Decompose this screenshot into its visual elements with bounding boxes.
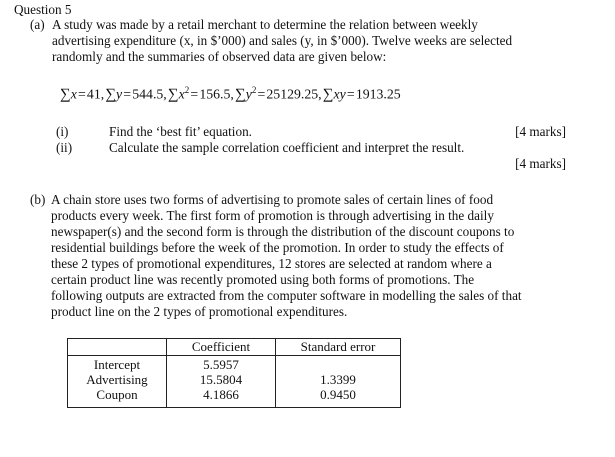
part-b-line-5: these 2 types of promotional expenditures, 12 stores are selected at random where a [51,256,492,271]
row-label-coupon: Coupon [96,387,138,402]
coef-coupon: 4.1866 [203,387,239,402]
part-b-line-8: product line on the 2 types of promotional expenditures. [51,304,348,319]
question-title: Question 5 [14,2,72,17]
item-ii-marks: [4 marks] [515,156,566,171]
coef-advertising: 15.5804 [199,372,243,387]
se-advertising: 1.3399 [320,372,356,387]
table-header-row [68,339,401,356]
sum-y2-value: 25129.25 [266,86,319,102]
header-coefficient: Coefficient [167,339,276,356]
part-b-line-4: residential buildings before the week of the promotion. In order to study the effects of [51,240,504,255]
regression-output-table [67,338,401,408]
sum-y-value: 544.5 [132,86,164,102]
part-a-line-3: randomly and the summaries of observed data are given below: [52,49,387,64]
sum-x2-value: 156.5 [199,86,231,102]
item-ii-text: Calculate the sample correlation coefficient and interpret the result. [109,140,465,155]
part-b-line-1: A chain store uses two forms of advertising to promote sales of certain lines of food [51,192,494,207]
part-b-line-7: following outputs are extracted from the computer software in modelling the sales of that [51,288,522,303]
sum-xy-value: 1913.25 [355,86,401,102]
part-b-line-6: certain product line was recently promoted using both forms of promotions. The [51,272,475,287]
header-standard-error: Standard error [276,339,401,356]
row-labels-cell [68,356,167,408]
part-a-line-2: advertising expenditure (x, in $’000) and sales (y, in $’000). Twelve weeks are selected [52,33,513,48]
part-a-label: (a) [30,17,45,32]
part-b-label: (b) [30,192,46,207]
table-body-row [68,356,401,408]
coefficient-cell [167,356,276,408]
item-i-text: Find the ‘best fit’ equation. [109,124,252,139]
row-label-advertising: Advertising [86,372,148,387]
item-i-marks: [4 marks] [515,124,566,139]
item-i-number: (i) [56,124,69,139]
part-b-line-2: products every week. The first form of promotion is through advertising in the daily [51,208,494,223]
summary-formula: ∑x = 41, ∑y = 544.5, $\sum x^2$ = 156.5, $\sum y^2$ = 25129.25, ∑xy = 1913.25 [60,85,401,103]
se-intercept [276,357,400,372]
header-blank-cell [68,339,167,356]
se-coupon: 0.9450 [320,387,356,402]
row-label-intercept: Intercept [93,357,141,372]
sum-x-value: 41 [86,86,101,102]
coef-intercept: 5.5957 [203,357,239,372]
part-b-line-3: newspaper(s) and the second form is through the distribution of the discount coupons to [51,224,515,239]
standard-error-cell [276,356,401,408]
item-ii-number: (ii) [56,140,73,155]
part-a-line-1: A study was made by a retail merchant to determine the relation between weekly [52,17,478,32]
